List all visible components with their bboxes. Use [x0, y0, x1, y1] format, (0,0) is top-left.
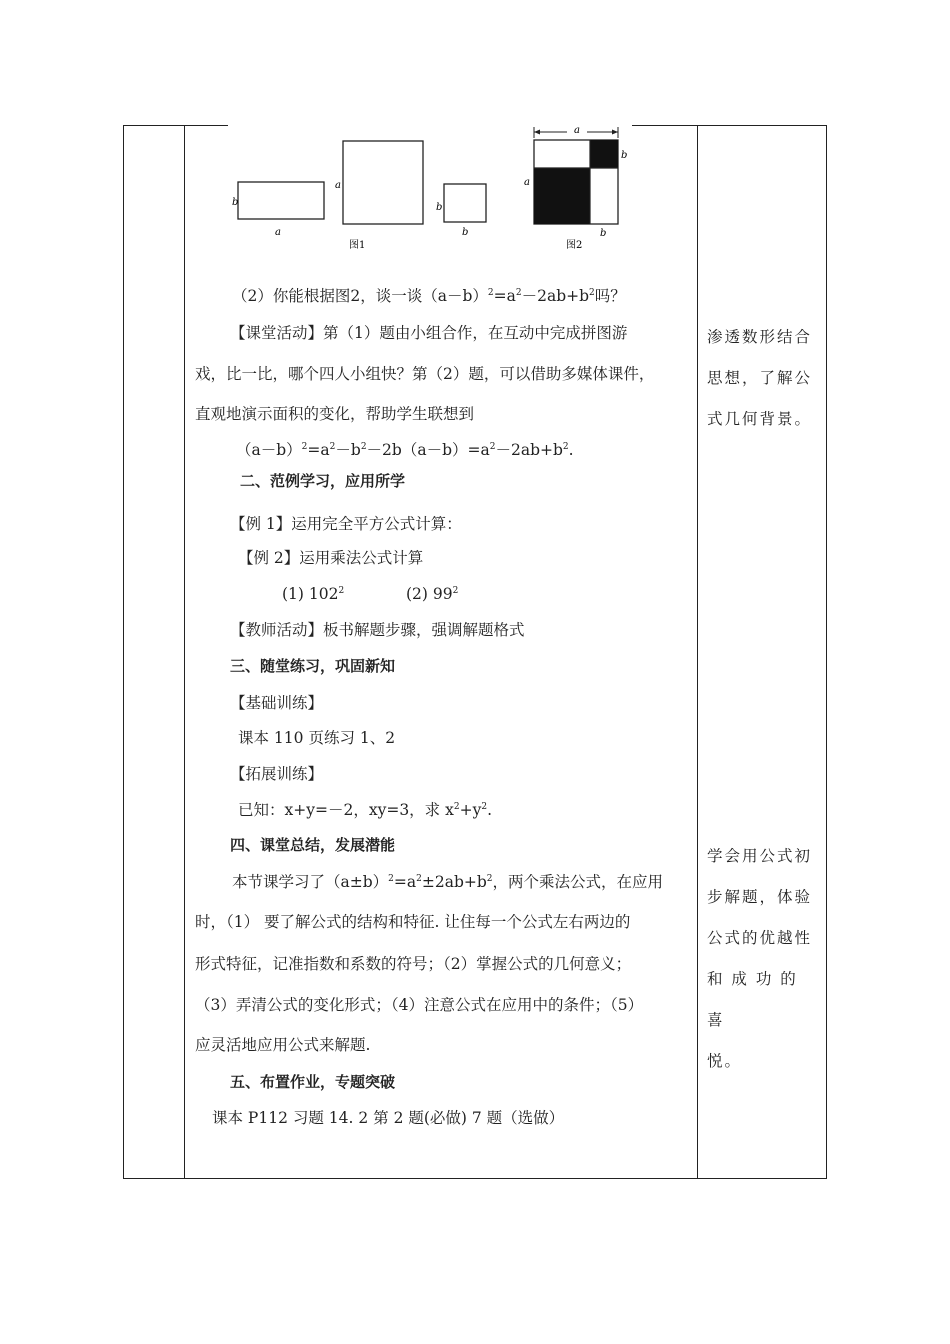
basic-training-text: 课本 110 页练习 1、2	[238, 729, 396, 747]
table-divider-col2	[697, 125, 698, 1179]
table-border-right	[826, 125, 827, 1179]
square-a	[343, 141, 423, 224]
section-4-heading: 四、课堂总结，发展潜能	[230, 836, 396, 854]
summary-line-5: 应灵活地应用公式来解题.	[195, 1036, 371, 1054]
activity-line-3: 直观地演示面积的变化，帮助学生联想到	[195, 405, 475, 423]
label-b-square-side: b	[436, 202, 443, 213]
label-b-bottom-right: b	[600, 228, 607, 239]
fig2-caption: 图2	[566, 240, 583, 251]
basic-training-label: 【基础训练】	[230, 694, 324, 712]
label-b-rect: b	[232, 197, 239, 208]
shaded-small-square	[590, 140, 618, 168]
activity-line-1: 【课堂活动】第（1）题由小组合作，在互动中完成拼图游	[230, 324, 628, 342]
label-a-side: a	[524, 177, 530, 188]
section-5-heading: 五、布置作业，专题突破	[230, 1073, 396, 1091]
example-2: 【例 2】运用乘法公式计算	[238, 549, 424, 567]
section-3-heading: 三、随堂练习，巩固新知	[230, 657, 396, 675]
homework-text: 课本 P112 习题 14. 2 第 2 题(必做) 7 题（选做）	[212, 1109, 565, 1127]
summary-line-2: 时，（1） 要了解公式的结构和特征. 让住每一个公式左右两边的	[195, 913, 631, 931]
extended-training-label: 【拓展训练】	[230, 765, 324, 783]
table-bottom	[123, 1178, 827, 1179]
label-b-square-bottom: b	[462, 227, 469, 238]
fig1-caption: 图1	[349, 240, 366, 251]
activity-line-2: 戏，比一比，哪个四人小组快？第（2）题，可以借助多媒体课件，	[195, 365, 655, 383]
summary-line-4: （3）弄清公式的变化形式；（4）注意公式在应用中的条件；（5）	[195, 996, 644, 1014]
example-2-problem-1: (1) $102^2$	[282, 585, 345, 603]
rectangle-ab	[238, 182, 324, 219]
square-b	[444, 184, 486, 222]
summary-line-3: 形式特征，记准指数和系数的符号；（2）掌握公式的几何意义；	[195, 955, 632, 973]
summary-line-1: 本节课学习了$(a\pm b)^2=a^2\pm 2ab+b^2$，两个乘法公式，在应用	[232, 873, 664, 891]
table-border-left	[123, 125, 124, 1179]
example-2-problem-2: (2) $99^2$	[406, 585, 459, 603]
side-note-2: 学会用公式初 步解题，体验 公式的优越性 和 成 功 的 喜 悦。	[707, 847, 813, 1070]
label-b-top-right: b	[621, 150, 628, 161]
section-2-heading: 二、范例学习，应用所学	[240, 472, 406, 490]
extended-training-text: 已知：x+y=－2，xy=3，求 $x^2+y^2$.	[238, 801, 493, 819]
geometry-figures	[0, 0, 950, 270]
side-note-1: 渗透数形结合 思想，了解公 式几何背景。	[707, 328, 813, 428]
label-a-rect: a	[275, 227, 281, 238]
label-a-square: a	[335, 180, 341, 191]
table-divider-col1	[184, 125, 185, 1179]
formula-line: $(a-b)^2=a^2-b^2-2b(a-b)=a^2-2ab+b^2$.	[236, 441, 574, 459]
teacher-activity: 【教师活动】板书解题步骤，强调解题格式	[230, 621, 525, 639]
shaded-large-square	[534, 168, 590, 224]
question-2: （2）你能根据图2，谈一谈$(a-b)^2=a^2-2ab+b^2$吗？	[232, 287, 626, 305]
arrow-left	[534, 130, 540, 135]
example-1: 【例 1】运用完全平方公式计算：	[230, 515, 462, 533]
label-a-top: a	[574, 125, 580, 136]
arrow-right	[612, 130, 618, 135]
